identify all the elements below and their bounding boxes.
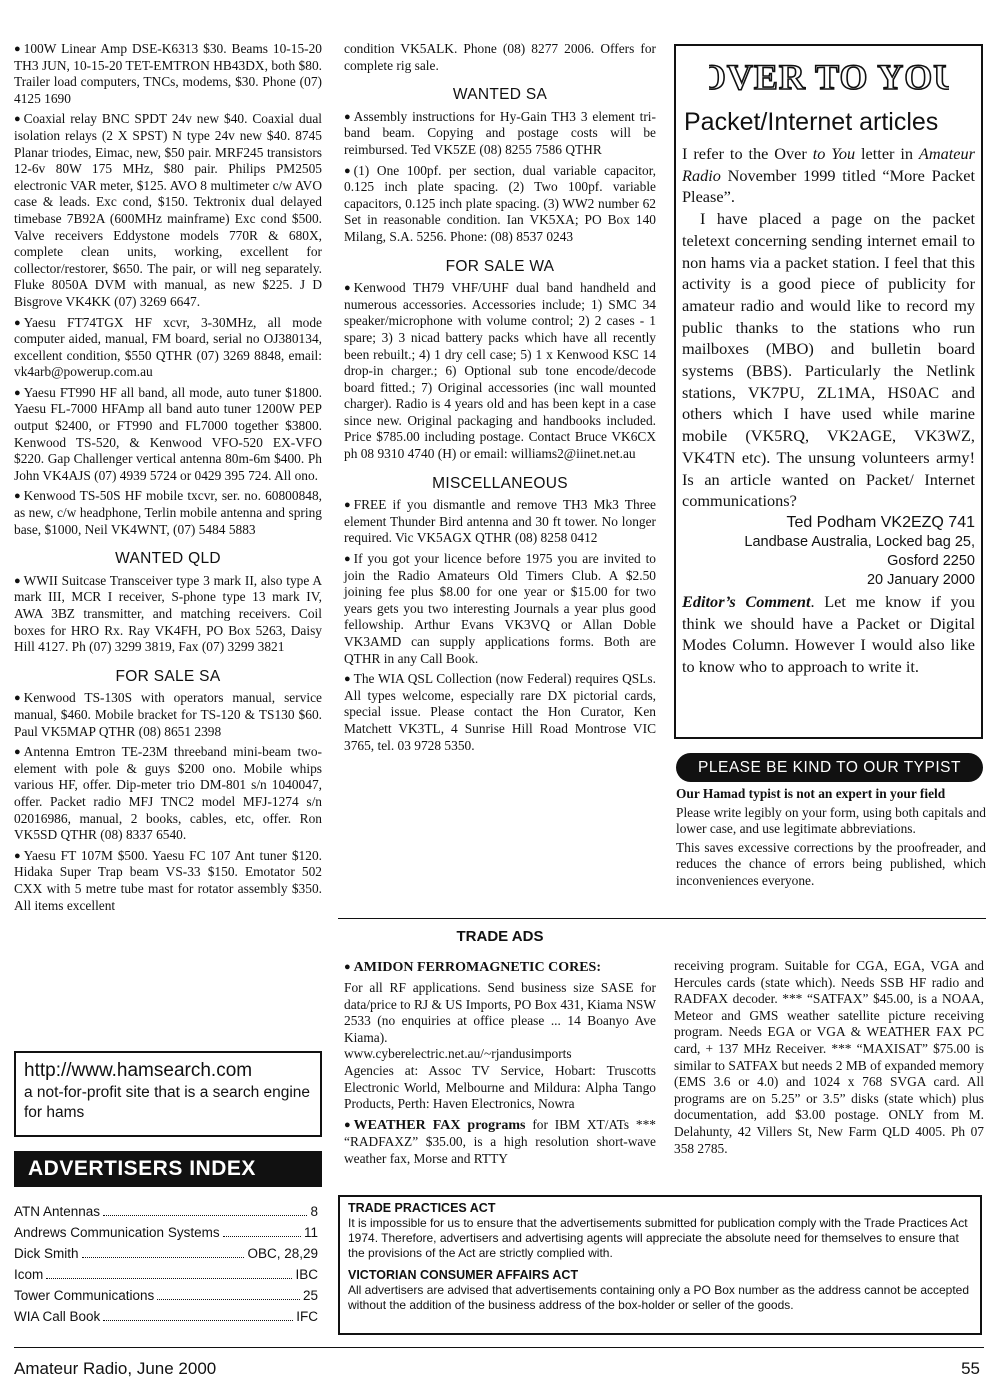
leader-dots bbox=[46, 1278, 292, 1279]
bullet-icon: ● bbox=[14, 43, 21, 55]
amidon-title: ● AMIDON FERROMAGNETIC CORES: bbox=[344, 960, 601, 975]
bullet-icon: ● bbox=[14, 849, 21, 862]
trade-ads-left bbox=[344, 958, 656, 1168]
letter-title: Packet/Internet articles bbox=[684, 108, 939, 136]
section-heading-for-sale-wa: FOR SALE WA bbox=[445, 257, 555, 275]
ad-item: ● If you got your licence before 1975 you are invited to join the Radio Amateurs Old Timers Club. A $2.50 joining fee plus $8.00 for one year or $15.00 for two years gets you two interesting Journals a year plus good fellowship. Arthur Evans VK3VQ or Allan Doble VK3AMD can supply applications forms. Both are QTHR in any Call Book. bbox=[344, 551, 656, 666]
ad-item: ● Yaesu FT990 HF all band, all mode, auto tuner $1800. Yaesu FL-7000 HFAmp all band auto tuner 1200W PEP output $2400, or FT990 and FL7000 together $3800. Kenwood TS-520, & Kenwood VFO-520 EX-VFO $220. Gap Challenger vertical antenna 80m-6m $400. Ph John VK4AJS (07) 4939 5724 or 0429 395 724. All ono. bbox=[14, 384, 322, 483]
amidon-url[interactable]: www.cyberelectric.net.au/~rjandusimports bbox=[344, 1046, 572, 1062]
consumer-affairs-body: All advertisers are advised that advertisements containing only a PO Box number as the address cannot be accepted without the addition of the business address of the box-holder or seller of the goods. bbox=[348, 1283, 970, 1312]
signature-date: 20 January 2000 bbox=[866, 571, 975, 588]
letter-paragraph: I have placed a page on the packet teletext concerning sending internet email to non hams via a packet station. I feel that this activity is a good piece of publicity for amateur radio and would like to record my public thanks to the stations who run mailboxes (MBO) and bulletin board systems (BBS). Particularly the Netlink stations, VK7PU, ZL1MA, HS0AC and others which I have used while marine mobile (VK5RQ, VK2AGE, VK3WZ, VK4TN etc). The unsung volunteers army! Is an article wanted on Packet/ Internet communications? bbox=[682, 209, 975, 511]
bullet-icon: ● bbox=[344, 499, 351, 512]
column-1 bbox=[14, 41, 322, 918]
bullet-icon: ● bbox=[14, 316, 21, 329]
bullet-icon: ● bbox=[344, 282, 351, 295]
bullet-icon: ● bbox=[14, 574, 21, 587]
advertiser-row: ATN Antennas 8 bbox=[14, 1204, 318, 1219]
divider bbox=[338, 918, 986, 919]
bullet-icon: ● bbox=[344, 553, 351, 566]
ad-item: ● 100W Linear Amp DSE-K6313 $30. Beams 10-15-20 TH3 JUN, 10-15-20 TET-EMTRON HB43DX, both $80. Trailer load computers, TNCs, modems, $30. Phone (07) 4125 1690 bbox=[14, 41, 322, 106]
letter-body bbox=[682, 143, 975, 512]
signature-address: Gosford 2250 bbox=[887, 552, 975, 569]
hamsearch-link[interactable]: http://www.hamsearch.com bbox=[24, 1060, 253, 1081]
bullet-icon: ● bbox=[344, 961, 351, 973]
ad-item: ● Kenwood TH79 VHF/UHF dual band handheld and numerous accessories. Accessories include; 1) SMC 34 speaker/microphone with volume control; 2) 2 cases - 1 spare; 3) 3 nicad battery packs which have all recently been rebuilt.; 4) 1 dry cell case; 5) 1 x Kenwood KSC 14 drop-in charger.; 6) Optional sub tone encode/decode board fitted.; 7) Original accessories (inc wall mounted charger). Radio is 4 years old and has been kept in a case since new. Original packaging and handbooks included. Price $785.00 including postage. Contact Bruce VK6CX ph 08 9310 4740 (H) or email: williams2@iinet.net.au bbox=[344, 280, 656, 462]
leader-dots bbox=[103, 1320, 293, 1321]
section-heading-miscellaneous: MISCELLANEOUS bbox=[432, 474, 568, 492]
publication-name: Amateur Radio, June 2000 bbox=[14, 1359, 217, 1378]
leader-dots bbox=[223, 1236, 301, 1237]
ad-item: ● Antenna Emtron TE-23M threeband mini-beam two-element with pole & guys $200 ono. Mobile whips various HF, offer. Dip-meter trio DM-801 s/n 1040047, offer. Packet radio MFJ TNC2 model MFJ-1274 s/n 02016986, manual, 2 books, cables, etc, offer. Ron VK5SD QTHR (08) 8337 6540. bbox=[14, 744, 322, 843]
advertiser-row: WIA Call Book IFC bbox=[14, 1309, 318, 1324]
editor-comment-label: Editor’s Comment bbox=[682, 591, 811, 611]
ad-item: ● The WIA QSL Collection (now Federal) requires QSLs. All types welcome, especially rare DX pictorial cards, special issue. Please contact the Hon Curator, Ken Matchett VK3TL, 4 Sunrise Hill Road Montrose VIC 3765, tel. 03 9728 5350. bbox=[344, 671, 656, 753]
ad-item: ● FREE if you dismantle and remove TH3 Mk3 Three element Thunder Bird antenna and 30 ft tower. No longer required. Vic VK5AGX QTHR (08) 8258 0412 bbox=[344, 497, 656, 546]
typist-notice bbox=[676, 786, 986, 892]
ad-item: ● Yaesu FT74TGX HF xcvr, 3-30MHz, all mode computer aided, manual, FM board, serial no OJ380134, excellent condition, $550 QTHR (07) 3269 8848, email: vk4arb@powerup.com.au bbox=[14, 314, 322, 380]
consumer-affairs-heading: VICTORIAN CONSUMER AFFAIRS ACT bbox=[348, 1268, 579, 1282]
section-heading-wanted-qld: WANTED QLD bbox=[115, 550, 221, 568]
section-heading-wanted-sa: WANTED SA bbox=[452, 86, 548, 104]
trade-practices-heading: TRADE PRACTICES ACT bbox=[348, 1201, 496, 1215]
typist-paragraph: This saves excessive corrections by the proofreader, and reduces the chance of errors being published, which inconveniences everyone. bbox=[676, 839, 986, 888]
bullet-icon: ● bbox=[344, 164, 351, 177]
amidon-body: For all RF applications. Send business size SASE for data/price to RJ & US Imports, PO Box 431, Kiama NSW 2533 (no enquiries at office please ... 14 Boanyo Ave Kiama). bbox=[344, 980, 656, 1045]
advertisers-index-heading: ADVERTISERS INDEX bbox=[14, 1151, 322, 1187]
letter-paragraph: I refer to the Over to You letter in Amateur Radio November 1999 titled “More Packet Please”. bbox=[682, 144, 975, 207]
ad-item: ● (1) One 100pf. per section, dual variable capacitor, 0.125 inch plate spacing. (2) Two 100pf. variable capacitors, 0.125 inch plate spacing. (3) WW2 number 62 Set in reasonable condition. Ian VK5XA; PO Box 140 Milang, S.A. 5256. Phone: (08) 8537 0243 bbox=[344, 162, 656, 244]
bullet-icon: ● bbox=[344, 1118, 351, 1131]
page-number: 55 bbox=[961, 1359, 980, 1378]
hamsearch-box bbox=[14, 1051, 322, 1137]
advertiser-row: Andrews Communication Systems 11 bbox=[14, 1225, 318, 1240]
ad-item: ● Assembly instructions for Hy-Gain TH3 3 element tri-band beam. Copying and postage costs will be reimbursed. Ted VK5ZE (08) 8255 7586 QTHR bbox=[344, 108, 656, 157]
ad-item: ● Coaxial relay BNC SPDT 24v new $40. Coaxial dual isolation relays (2 X SPST) N type 24v new $40. 8745 Planar triodes, Eimac, new, $50 pair. MRF245 transistors 12-6v 80W 175 MHz, $80 pair. Philips PM2505 electronic VAR meter, $125. AVO 8 multimeter c/w AVO case & leads. Exc cond, $150. Tektronix dual delayed timebase 7B92A (600MHz mainframe) Exc cond $500. Valve receivers Eddystone models 770R & 680X, complete clean units, working, excellent for collector/restorer, $650. The pair, or will neg separately. Fluke 8050A DVM with manual, as new $225. J D Bisgrove VK4KK (07) 3269 6647. bbox=[14, 111, 322, 309]
bullet-icon: ● bbox=[14, 490, 21, 503]
bullet-icon: ● bbox=[14, 113, 21, 126]
letter-signature bbox=[682, 513, 975, 590]
ad-item: ● Kenwood TS-130S with operators manual, service manual, $460. Mobile bracket for TS-120 & TS130 $60. Paul VK5MAP QTHR (08) 8651 2398 bbox=[14, 690, 322, 739]
advertisers-index-list bbox=[14, 1204, 318, 1330]
hamsearch-description: a not-for-profit site that is a search engine for hams bbox=[24, 1084, 311, 1121]
ad-item: ● Yaesu FT 107M $500. Yaesu FC 107 Ant tuner $120. Hidaka Super Trap beam VS-33 $150. Emotator 502 CXX with 5 metre tube mast for rotator assembly $350. All items excellent bbox=[14, 847, 322, 913]
advertiser-row: Tower Communications 25 bbox=[14, 1288, 318, 1303]
bullet-icon: ● bbox=[14, 692, 21, 705]
ad-item: ● WWII Suitcase Transceiver type 3 mark II, also type A mark III, MCR I receiver, S-phone type 13 mark IV, AWA 3BZ transmitter, and matching receivers. Coil boxes for HRO Rx. Ray VK4FH, PO Box 5263, Daisy Hill 4127. Ph (07) 3299 3819, Fax (07) 3299 3821 bbox=[14, 572, 322, 655]
signature-address: Landbase Australia, Locked bag 25, bbox=[744, 533, 975, 550]
over-to-you-logo-text: OVER TO YOU bbox=[708, 57, 949, 97]
editor-comment: Editor’s Comment. Let me know if you think we should have a Packet or Digital Modes Column. However I would also like to know who to approach to write it. bbox=[682, 591, 975, 677]
page-footer bbox=[14, 1359, 980, 1379]
legal-notices-box bbox=[338, 1195, 982, 1335]
bullet-icon: ● bbox=[344, 110, 351, 123]
bullet-icon: ● bbox=[14, 746, 21, 759]
leader-dots bbox=[157, 1299, 300, 1300]
advertiser-row: Dick Smith OBC, 28,29 bbox=[14, 1246, 318, 1261]
over-to-you-logo-art bbox=[709, 54, 949, 98]
typist-lead: Our Hamad typist is not an expert in your field bbox=[676, 786, 946, 801]
column-2 bbox=[344, 41, 656, 758]
ad-item: ● Kenwood TS-50S HF mobile txcvr, ser. no. 60800848, as new, c/w headphone, Terlin mobile antenna and spring base, $1000, Neil VK4WNT, (07) 5484 5883 bbox=[14, 488, 322, 537]
leader-dots bbox=[103, 1215, 307, 1216]
trade-ads-right: receiving program. Suitable for CGA, EGA, VGA and Hercules cards (state which). Needs SSB HF radio and RADFAX decoder. *** “SATFAX” $45.00, is a NOAA, Meteor and GMS weather satellite picture receiving program. Needs EGA or VGA & WEATHER FAX PC card, + 137 MHz Receiver. *** “MAXISAT” $75.00 is similar to SATFAX but needs 2 MB of expanded memory (EMS 3.6 or 4.0) and 1024 x 768 SVGA card. All programs are on 5.25” or 3.5” disks (state which) plus documentation, add $3.00 postage. ONLY from M. Delahunty, 42 Villers St, New Farm QLD 4005. Ph 07 358 2785. bbox=[674, 958, 984, 1156]
section-heading-for-sale-sa: FOR SALE SA bbox=[115, 667, 221, 685]
bullet-icon: ● bbox=[344, 673, 351, 686]
bullet-icon: ● bbox=[14, 386, 21, 399]
typist-paragraph: Please write legibly on your form, using both capitals and lower case, and use legitimate abbreviations. bbox=[676, 804, 986, 837]
advertiser-row: Icom IBC bbox=[14, 1267, 318, 1282]
ad-continuation: condition VK5ALK. Phone (08) 8277 2006. Offers for complete rig sale. bbox=[344, 41, 656, 73]
trade-ads-heading: TRADE ADS bbox=[456, 928, 544, 945]
divider bbox=[14, 1347, 984, 1348]
over-to-you-logo bbox=[682, 54, 975, 103]
leader-dots bbox=[82, 1257, 245, 1258]
weather-fax-ad: ● WEATHER FAX programs for IBM XT/ATs *** “RADFAXZ” $35.00, is a high resolution short-wave weather fax, Morse and RTTY bbox=[344, 1116, 656, 1166]
signature-name: Ted Podham VK2EZQ 741 bbox=[786, 513, 975, 531]
over-to-you-box bbox=[674, 44, 983, 739]
typist-banner: PLEASE BE KIND TO OUR TYPIST bbox=[676, 753, 983, 782]
amidon-agents: Agencies at: Assoc TV Service, Hobart: Truscotts Electronic World, Melbourne and Mildura: Alpha Tango Products, Perth: Haven Electronics, Nowra bbox=[344, 1062, 656, 1112]
trade-practices-body: It is impossible for us to ensure that the advertisements submitted for publication comply with the Trade Practices Act 1974. Therefore, advertisers and advertising agents will appreciate the absolute need for themselves to ensure that the provisions of the Act are strictly complied with. bbox=[348, 1216, 968, 1260]
